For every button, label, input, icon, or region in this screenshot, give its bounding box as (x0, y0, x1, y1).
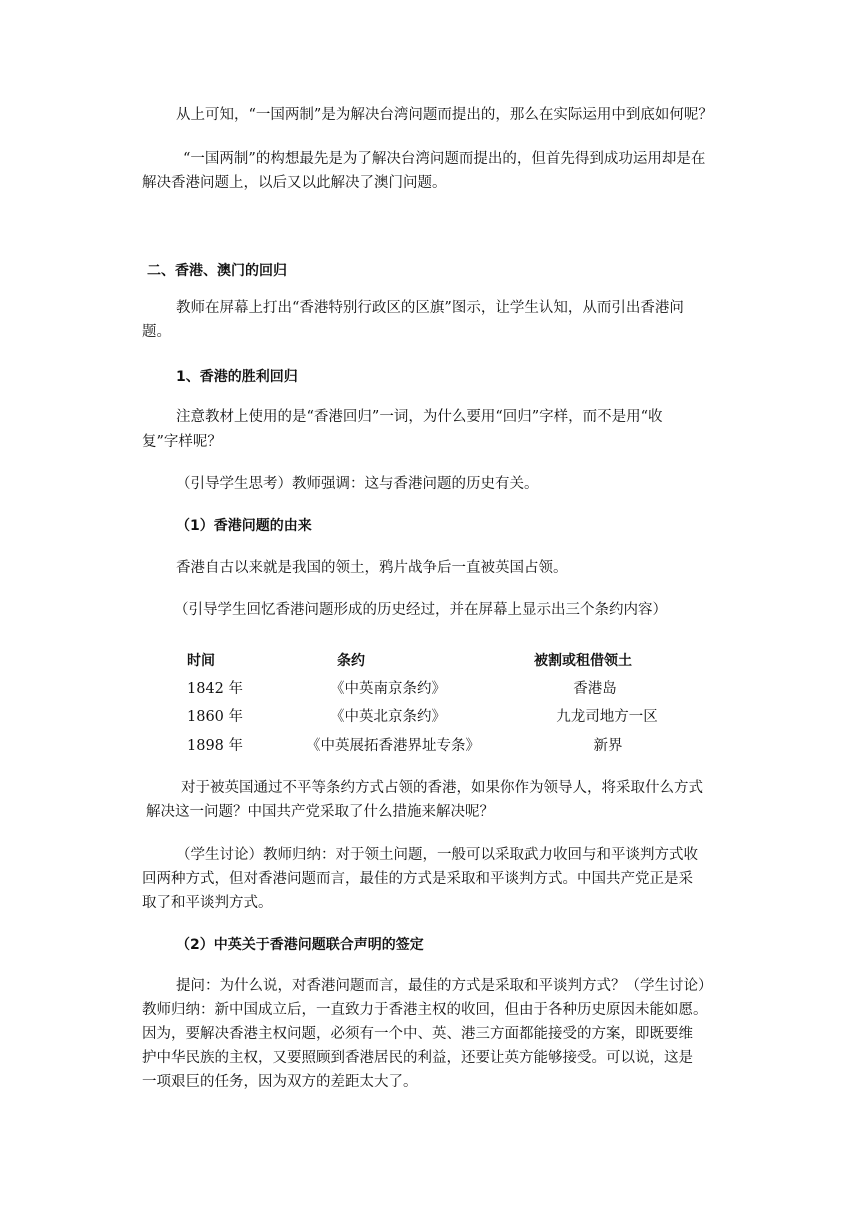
paragraph-term-line-2: 复”字样呢？ (142, 434, 222, 450)
table-cell-territory: 新界 (593, 738, 623, 754)
paragraph-flag-line-1: 教师在屏幕上打出“香港特别行政区的区旗”图示，让学生认知，从而引出香港问 (176, 300, 684, 316)
table-cell-territory: 九龙司地方一区 (556, 709, 658, 725)
paragraph-question-line-2: 教师归纳：新中国成立后，一直致力于香港主权的收回，但由于各种历史原因未能如愿。 (142, 1002, 708, 1018)
paragraph-flag-line-2: 题。 (142, 324, 171, 340)
table-cell-year: 1898 年 (187, 738, 244, 754)
paragraph-discussion-line-2: 回两种方式，但对香港问题而言，最佳的方式是采取和平谈判方式。中国共产党正是采 (142, 871, 693, 887)
paragraph-leader-question-line-1: 对于被英国通过不平等条约方式占领的香港，如果你作为领导人，将采取什么方式 (181, 780, 703, 796)
header-time: 时间 (187, 653, 215, 669)
table-cell-territory: 香港岛 (573, 681, 617, 697)
section-heading-hk-macau-return: 二、香港、澳门的回归 (147, 263, 287, 279)
paragraph-hk-territory: 香港自古以来就是我国的领土，鸦片战争后一直被英国占领。 (176, 560, 568, 576)
paragraph-question-line-5: 一项艰巨的任务，因为双方的差距太大了。 (142, 1074, 418, 1090)
subheading-hk-origin: （1）香港问题的由来 (176, 518, 312, 534)
table-cell-treaty: 《中英展拓香港界址专条》 (306, 738, 480, 754)
table-cell-year: 1860 年 (187, 709, 244, 725)
paragraph-question-line-3: 因为，要解决香港主权问题，必须有一个中、英、港三方面都能接受的方案，即既要维 (142, 1026, 693, 1042)
paragraph-discussion-line-1: （学生讨论）教师归纳：对于领土问题，一般可以采取武力收回与和平谈判方式收 (176, 847, 698, 863)
subheading-joint-declaration: （2）中英关于香港问题联合声明的签定 (176, 937, 424, 953)
paragraph-leader-question-line-2: 解决这一问题？中国共产党采取了什么措施来解决呢？ (146, 804, 494, 820)
paragraph-concept-line-1: “一国两制”的构想最先是为了解决台湾问题而提出的，但首先得到成功运用却是在 (183, 151, 706, 167)
header-treaty: 条约 (337, 653, 365, 669)
paragraph-question-line-4: 护中华民族的主权，又要照顾到香港居民的利益，还要让英方能够接受。可以说，这是 (142, 1050, 693, 1066)
paragraph-discussion-line-3: 取了和平谈判方式。 (142, 895, 273, 911)
paragraph-term-line-1: 注意教材上使用的是“香港回归”一词，为什么要用“回归”字样，而不是用“收 (176, 409, 663, 425)
table-cell-treaty: 《中英南京条约》 (330, 681, 446, 697)
paragraph-concept-line-2: 解决香港问题上，以后又以此解决了澳门问题。 (142, 175, 447, 191)
paragraph-guide-recall: （引导学生回忆香港问题形成的历史经过，并在屏幕上显示出三个条约内容） (174, 602, 667, 618)
paragraph-guide-think: （引导学生思考）教师强调：这与香港问题的历史有关。 (176, 476, 539, 492)
paragraph-question-line-1: 提问：为什么说，对香港问题而言，最佳的方式是采取和平谈判方式？（学生讨论） (176, 978, 713, 994)
table-cell-year: 1842 年 (187, 681, 244, 697)
table-cell-treaty: 《中英北京条约》 (330, 709, 446, 725)
subheading-hk-return: 1、香港的胜利回归 (176, 369, 298, 385)
header-territory: 被割或租借领土 (534, 653, 632, 669)
paragraph-intro: 从上可知，“一国两制”是为解决台湾问题而提出的，那么在实际运用中到底如何呢？ (176, 107, 713, 123)
